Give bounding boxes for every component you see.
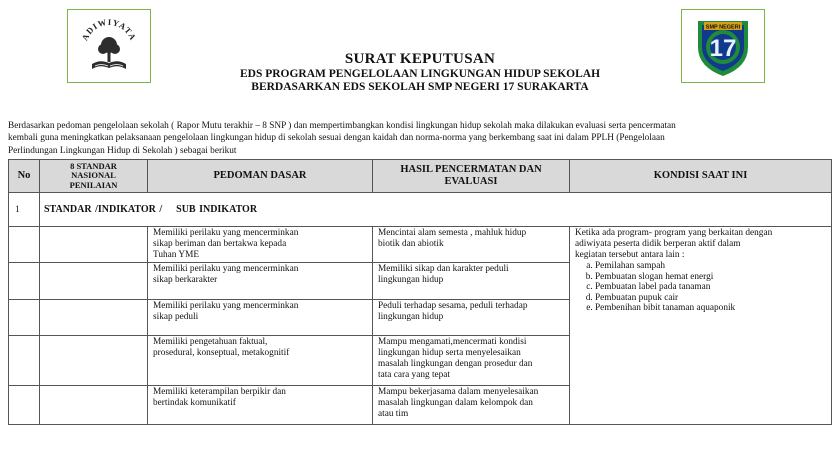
row-no-cell	[9, 386, 40, 425]
pedoman-cell	[148, 300, 373, 336]
document-subtitle-2: BERDASARKAN EDS SEKOLAH SMP NEGERI 17 SURAKARTA	[251, 81, 589, 93]
kondisi-list-item: c. Pembuatan label pada tanaman	[595, 282, 826, 293]
header-no: No	[9, 160, 40, 193]
header-pedoman: PEDOMAN DASAR	[148, 160, 373, 193]
pedoman-line: sikap beriman dan bertakwa kepada	[153, 239, 287, 249]
document-title: SURAT KEPUTUSAN	[344, 51, 496, 67]
pedoman-cell	[148, 336, 373, 386]
row-snp-cell	[40, 300, 148, 336]
hasil-line: atau tim	[378, 409, 409, 419]
row-no-cell	[9, 300, 40, 336]
hasil-line: Memiliki sikap dan karakter peduli	[378, 264, 509, 274]
adiwiyata-logo	[67, 9, 151, 83]
school-logo-banner-text: SMP NEGERI	[705, 24, 741, 31]
row-snp-cell	[40, 386, 148, 425]
header-snp-line: 8 STANDAR	[70, 160, 117, 171]
intro-line: kembali guna meningkatkan pelaksanaan pengelolaan lingkungan hidup di sekolah sesuai dengan kaidah dan norma-norma yang berkembang saat ini dalam PPLH (Pengelolaan	[8, 133, 665, 144]
pedoman-line: Memiliki perilaku yang mencerminkan	[153, 301, 299, 311]
evaluation-table	[8, 159, 832, 425]
row-snp-cell	[40, 263, 148, 300]
kondisi-list-item: b. Pembuatan slogan hemat energi	[595, 272, 826, 283]
hasil-line: lingkungan hidup	[378, 312, 444, 322]
hasil-line: biotik dan abiotik	[378, 239, 444, 249]
header-snp-line: NASIONAL	[71, 170, 116, 181]
kondisi-intro-line: kegiatan tersebut antara lain :	[575, 250, 685, 260]
adiwiyata-emblem-icon	[70, 12, 148, 80]
hasil-cell	[373, 263, 570, 300]
row-snp-cell	[40, 336, 148, 386]
pedoman-cell	[148, 227, 373, 263]
hasil-cell	[373, 386, 570, 425]
hasil-line: lingkungan hidup	[378, 275, 444, 285]
school-logo-number: 17	[709, 35, 737, 62]
header-hasil-line: EVALUASI	[444, 176, 498, 187]
intro-line: Perlindungan Lingkungan Hidup di Sekolah ) sebagai berikut	[8, 145, 237, 156]
pedoman-line: Memiliki pengetahuan faktual,	[153, 337, 268, 347]
row-no-cell	[9, 336, 40, 386]
hasil-line: Mencintai alam semesta , mahluk hidup	[378, 228, 527, 238]
hasil-cell	[373, 227, 570, 263]
intro-line: Berdasarkan pedoman pengelolaan sekolah ( Rapor Mutu terakhir – 8 SNP ) dan mempertimbangkan kondisi lingkungan hidup sekolah maka dilakukan evaluasi serta pencermatan	[8, 121, 676, 131]
hasil-cell	[373, 300, 570, 336]
kondisi-cell	[570, 227, 832, 425]
pedoman-line: prosedural, konseptual, metakognitif	[153, 348, 290, 358]
hasil-line: Mampu mengamati,mencermati kondisi	[378, 337, 527, 347]
hasil-cell	[373, 336, 570, 386]
section-number: 1	[9, 193, 40, 227]
adiwiyata-logo-text: ADIWIYATA	[79, 16, 139, 43]
hasil-line: Mampu bekerjasama dalam menyelesaikan	[378, 387, 539, 397]
header-snp	[40, 160, 148, 193]
hasil-line: masalah lingkungan dalam kelompok dan	[378, 398, 533, 408]
pedoman-cell	[148, 263, 373, 300]
hasil-line: masalah lingkungan dengan prosedur dan	[378, 359, 533, 369]
row-no-cell	[9, 227, 40, 263]
row-snp-cell	[40, 227, 148, 263]
hasil-line: Peduli terhadap sesama, peduli terhadap	[378, 301, 528, 311]
section-row	[9, 193, 832, 227]
pedoman-line: Memiliki perilaku yang mencerminkan	[153, 264, 299, 274]
pedoman-line: sikap berkarakter	[153, 275, 218, 285]
pedoman-line: Memiliki perilaku yang mencerminkan	[153, 228, 299, 238]
pedoman-line: sikap peduli	[153, 312, 199, 322]
document-title-block	[180, 51, 660, 94]
smp17-logo	[681, 9, 765, 83]
kondisi-list-item: a. Pemilahan sampah	[595, 261, 826, 272]
intro-paragraph	[8, 120, 838, 157]
hasil-line: tata cara yang tepat	[378, 370, 451, 380]
kondisi-list	[575, 261, 826, 314]
pedoman-line: Memiliki keterampilan berpikir dan	[153, 387, 286, 397]
header-snp-line: PENILAIAN	[69, 179, 118, 190]
header-hasil	[373, 160, 570, 193]
hasil-line: lingkungan hidup serta menyelesaikan	[378, 348, 521, 358]
kondisi-intro-line: adiwiyata peserta didik berperan aktif dalam	[575, 239, 741, 249]
document-subtitle-1: EDS PROGRAM PENGELOLAAN LINGKUNGAN HIDUP SEKOLAH	[239, 68, 601, 80]
pedoman-line: Tuhan YME	[153, 250, 200, 260]
header-hasil-line: HASIL PENCERMATAN DAN	[400, 164, 542, 175]
table-row	[9, 227, 832, 263]
pedoman-line: bertindak komunikatif	[153, 398, 236, 408]
pedoman-cell	[148, 386, 373, 425]
school-shield-icon	[684, 11, 762, 81]
header-kondisi: KONDISI SAAT INI	[570, 160, 832, 193]
kondisi-list-item: e. Pembenihan bibit tanaman aquaponik	[595, 303, 826, 314]
kondisi-intro-line: Ketika ada program- program yang berkaitan dengan	[575, 228, 773, 238]
row-no-cell	[9, 263, 40, 300]
table-header-row	[9, 160, 832, 193]
kondisi-list-item: d. Pembuatan pupuk cair	[595, 293, 826, 304]
section-label: STANDAR /INDIKATOR / SUB INDIKATOR	[40, 193, 832, 227]
